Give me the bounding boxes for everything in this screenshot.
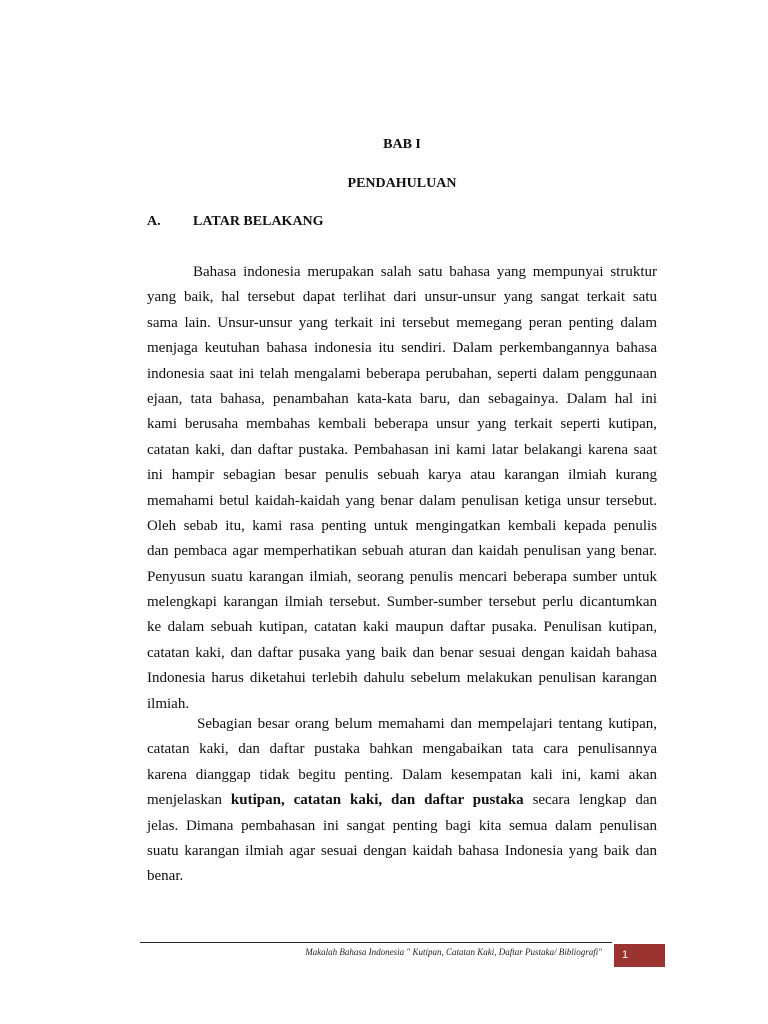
page-number: 1 (614, 944, 665, 967)
paragraph-line: Sebagian besar orang belum memahami dan mempelajari tentang kutipan, (197, 716, 657, 732)
paragraph-line: indonesia saat ini telah mengalami beberapa perubahan, seperti dalam penggunaan (147, 365, 657, 382)
paragraph-line (147, 788, 657, 813)
section-number: A. (147, 214, 161, 229)
paragraph-line: karena dianggap tidak begitu penting. Dalam kesempatan kali ini, kami akan (147, 766, 657, 783)
text: secara lengkap dan (532, 792, 658, 809)
paragraph-line: yang baik, hal tersebut dapat terlihat dari unsur-unsur yang sangat terkait satu (147, 289, 657, 306)
paragraph-line: catatan kaki, dan daftar pusaka yang baik dan benar sesuai dengan kaidah bahasa (147, 644, 657, 661)
paragraph-line: ejaan, tata bahasa, penambahan kata-kata baru, dan sebagainya. Dalam hal ini (147, 390, 657, 407)
paragraph-line: dan pembaca agar memperhatikan sebuah aturan dan kaidah penulisan yang benar. (147, 543, 657, 560)
paragraph-line: memahami betul kaidah-kaidah yang benar dalam penulisan ketiga unsur tersebut. (147, 492, 657, 509)
paragraph-line: benar. (147, 868, 184, 885)
paragraph-line: Oleh sebab itu, kami rasa penting untuk mengingatkan kembali kepada penulis (147, 517, 657, 534)
bold-emphasis: kutipan, catatan kaki, dan daftar pustaka (230, 792, 524, 809)
chapter-heading: BAB I (383, 137, 421, 152)
paragraph-line: ke dalam sebuah kutipan, catatan kaki maupun daftar pusaka. Penulisan kutipan, (147, 619, 657, 636)
paragraph-line: kami berusaha membahas kembali beberapa unsur yang terkait seperti kutipan, (147, 416, 657, 433)
paragraph-line: ini hampir sebagian besar penulis sebuah karya atau karangan ilmiah kurang (147, 467, 657, 484)
paragraph-line: menjaga keutuhan bahasa indonesia itu sendiri. Dalam perkembangannya bahasa (147, 340, 657, 357)
section-title: LATAR BELAKANG (193, 214, 324, 229)
paragraph-line: catatan kaki, dan daftar pustaka. Pembahasan ini kami latar belakangi karena saat (147, 441, 657, 458)
paragraph-line: catatan kaki, dan daftar pustaka bahkan mengabaikan tata cara penulisannya (147, 741, 657, 758)
paragraph-line: Bahasa indonesia merupakan salah satu bahasa yang mempunyai struktur (193, 264, 657, 280)
paragraph-line: jelas. Dimana pembahasan ini sangat penting bagi kita semua dalam penulisan (147, 817, 657, 834)
paragraph-line: melengkapi karangan ilmiah tersebut. Sumber-sumber tersebut perlu dicantumkan (147, 594, 657, 611)
footer-text: Makalah Bahasa Indonesia " Kutipan, Catatan Kaki, Daftar Pustaka/ Bibliografi" (305, 947, 602, 957)
text: menjelaskan (147, 792, 222, 809)
paragraph-line: suatu karangan ilmiah agar sesuai dengan kaidah bahasa Indonesia yang baik dan (147, 842, 657, 859)
paragraph-line: sama lain. Unsur-unsur yang terkait ini tersebut memegang peran penting dalam (147, 314, 657, 331)
paragraph-line: Indonesia harus diketahui terlebih dahulu sebelum melakukan penulisan karangan (147, 670, 657, 687)
footer-divider (140, 942, 612, 943)
chapter-title: PENDAHULUAN (347, 176, 457, 191)
paragraph-line: ilmiah. (147, 695, 190, 712)
paragraph-2 (147, 712, 657, 890)
paragraph-line: Penyusun suatu karangan ilmiah, seorang penulis mencari beberapa sumber untuk (147, 568, 657, 585)
paragraph-1 (147, 260, 657, 717)
